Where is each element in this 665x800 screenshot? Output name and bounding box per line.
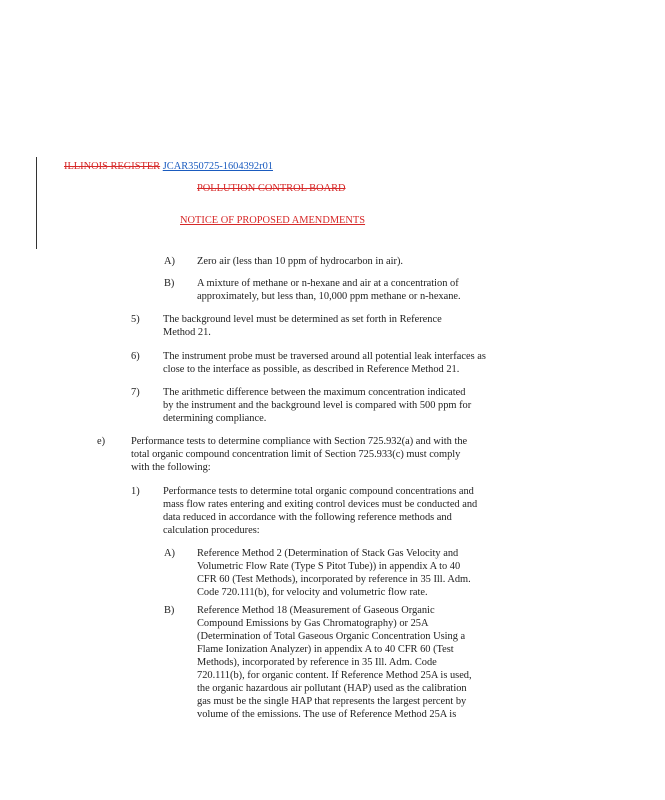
item-text: Reference Method 2 (Determination of Stack Gas Velocity and Volumetric Flow Rate (Type S Pitot Tube)) in appendix A to 40 CFR 60 (Test Methods), incorporated by reference in 35 Ill. Adm. Code 720.111(b), for velocity and volumetric flow rate. [197,548,471,598]
item-label: B) [164,605,175,616]
register-header [64,160,273,173]
item-text: Reference Method 18 (Measurement of Gaseous Organic Compound Emissions by Gas Chromatography) or 25A (Determination of Total Gaseous Organic Concentration Using a Flame Ionization Analyzer) in appendix A to 40 CFR 60 (Test Methods), incorporated by reference in 35 Ill. Adm. Code 720.111(b), for organic content. If Reference Method 25A is used, the organic hazardous air pollutant (HAP) used as the calibration gas must be the single HAP that represents the largest percent by volume of the emissions. The use of Reference Method 25A is [197,605,472,720]
item-label: A) [164,256,175,267]
revision-change-bar [36,157,37,249]
item-label: 7) [131,387,140,398]
item-text: Zero air (less than 10 ppm of hydrocarbon in air). [197,256,404,267]
item-label: 1) [131,486,140,497]
item-text: The arithmetic difference between the maximum concentration indicated by the instrument and the background level is compared with 500 ppm for determining compliance. [163,387,472,424]
notice-title: NOTICE OF PROPOSED AMENDMENTS [180,215,366,226]
item-label: 5) [131,314,140,325]
item-text: Performance tests to determine total organic compound concentrations and mass flow rates entering and exiting control devices must be conducted and data reduced in accordance with the following reference methods and calculation procedures: [163,486,478,536]
item-label: e) [97,436,106,447]
item-label: B) [164,278,175,289]
item-text: The instrument probe must be traversed around all potential leak interfaces as close to the interface as possible, as described in Reference Method 21. [163,351,486,375]
register-inserted-text: JCAR350725-1604392r01 [162,161,273,172]
item-text: The background level must be determined as set forth in Reference Method 21. [163,314,442,338]
board-struck-text: POLLUTION CONTROL BOARD [197,183,346,194]
item-label: A) [164,548,175,559]
item-text: Performance tests to determine compliance with Section 725.932(a) and with the total organic compound concentration limit of Section 725.933(c) must comply with the following: [131,436,468,473]
item-label: 6) [131,351,140,362]
item-text: A mixture of methane or n-hexane and air at a concentration of approximately, but less than, 10,000 ppm methane or n-hexane. [197,278,461,302]
register-struck-text: ILLINOIS REGISTER [64,161,161,172]
